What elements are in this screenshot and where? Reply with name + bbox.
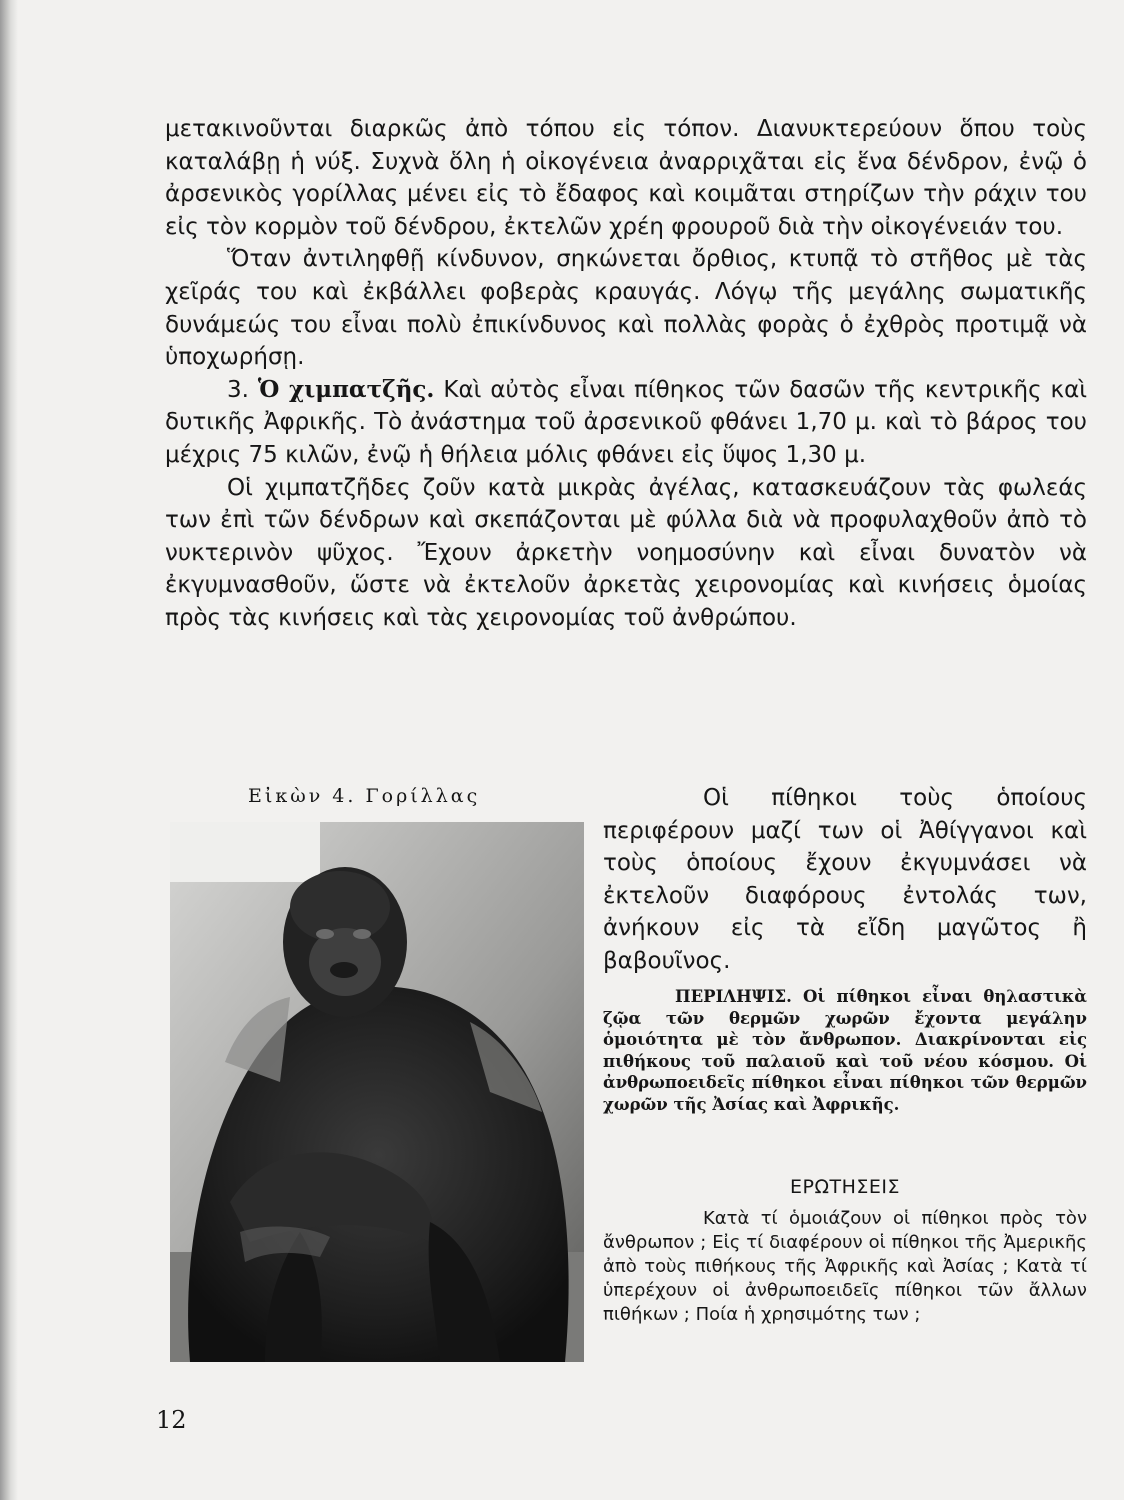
- questions-block: Κατὰ τί ὁμοιάζουν οἱ πίθηκοι πρὸς τὸν ἄνθρωπον ; Εἰς τί διαφέρουν οἱ πίθηκοι τῆς Ἀμερικῆς ἀπὸ τοὺς πιθήκους τῆς Ἀφρικῆς καὶ Ἀσίας ; Κατὰ τί ὑπερέχουν οἱ ἀνθρωποειδεῖς πίθηκοι τῶν ἄλλων πιθήκων ; Ποία ἡ χρησιμότης των ;: [603, 1208, 1087, 1325]
- section-number: 3.: [227, 376, 249, 403]
- chimpanzee-description: Καὶ αὐτὸς εἶναι πίθηκος τῶν δασῶν τῆς κεντρικῆς καὶ δυτικῆς Ἀφρικῆς. Τὸ ἀνάστημα τοῦ ἀρσενικοῦ φθάνει 1,70 μ. καὶ τὸ βάρος του μέχρις 75 κιλῶν, ἐνῷ ἡ θήλεια μόλις φθάνει εἰς ὕψος 1,30 μ.: [165, 376, 1088, 468]
- gorilla-image: [170, 822, 584, 1362]
- summary-block: ΠΕΡΙΛΗΨΙΣ. Οἱ πίθηκοι εἶναι θηλαστικὰ ζῷα τῶν θερμῶν χωρῶν ἔχοντα μεγάλην ὁμοιότητα μὲ τὸν ἄνθρωπον. Διακρίνονται εἰς πιθήκους τοῦ παλαιοῦ καὶ τοῦ νέου κόσμου. Οἱ ἀνθρωποειδεῖς πίθηκοι εἶναι πίθηκοι τῶν θερμῶν χωρῶν τῆς Ἀσίας καὶ Ἀφρικῆς.: [603, 987, 1087, 1114]
- questions-title: ΕΡΩΤΗΣΕΙΣ: [790, 1176, 900, 1198]
- figure-caption: Εἰκὼν 4. Γορίλλας: [248, 785, 481, 807]
- paragraph-gorilla-danger: Ὅταν ἀντιληφθῇ κίνδυνον, σηκώνεται ὄρθιος, κτυπᾷ τὸ στῆθος μὲ τὰς χεῖράς του καὶ ἐκβάλλει φοβερὰς κραυγάς. Λόγῳ τῆς μεγάλης σωματικῆς δυνάμεώς του εἶναι πολὺ ἐπικίνδυνος καὶ πολλὰς φορὰς ὁ ἐχθρὸς προτιμᾷ νὰ ὑποχωρήσῃ.: [165, 246, 1087, 371]
- paragraph-gypsy-monkeys: Οἱ πίθηκοι τοὺς ὁποίους περιφέρουν μαζί των οἱ Ἀθίγγανοι καὶ τοὺς ὁποίους ἔχουν ἐκγυμνάσει νὰ ἐκτελοῦν διαφόρους ἐντολάς των, ἀνήκουν εἰς τὰ εἴδη μαγῶτος ἢ βαβουῖνος.: [603, 785, 1087, 974]
- main-text: [165, 113, 1087, 635]
- gorilla-photo: [170, 822, 584, 1362]
- paragraph-gorilla-night: μετακινοῦνται διαρκῶς ἀπὸ τόπου εἰς τόπον. Διανυκτερεύουν ὅπου τοὺς καταλάβῃ ἡ νύξ. Συχνὰ ὅλη ἡ οἰκογένεια ἀναρριχᾶται εἰς ἕνα δένδρον, ἐνῷ ὁ ἀρσενικὸς γορίλλας μένει εἰς τὸ ἔδαφος καὶ κοιμᾶται στηρίζων τὴν ράχιν του εἰς τὸν κορμὸν τοῦ δένδρου, ἐκτελῶν χρέη φρουροῦ διὰ τὴν οἰκογένειάν του.: [165, 116, 1087, 240]
- paragraph-chimpanzee-behavior: Οἱ χιμπατζῆδες ζοῦν κατὰ μικρὰς ἀγέλας, κατασκευάζουν τὰς φωλεάς των ἐπὶ τῶν δένδρων καὶ σκεπάζονται μὲ φύλλα διὰ νὰ προφυλαχθοῦν ἀπὸ τὸ νυκτερινὸν ψῦχος. Ἔχουν ἀρκετὴν νοημοσύνην καὶ εἶναι δυνατὸν νὰ ἐκγυμνασθοῦν, ὥστε νὰ ἐκτελοῦν ἀρκετὰς χειρονομίας καὶ κινήσεις ὁμοίας πρὸς τὰς κινήσεις καὶ τὰς χειρονομίας τοῦ ἀνθρώπου.: [165, 474, 1087, 631]
- section-heading-chimpanzee: Ὁ χιμπατζῆς.: [257, 375, 435, 403]
- page-binding-edge: [0, 0, 18, 1500]
- paragraph-chimpanzee: [165, 374, 1087, 472]
- page-number: 12: [156, 1406, 187, 1434]
